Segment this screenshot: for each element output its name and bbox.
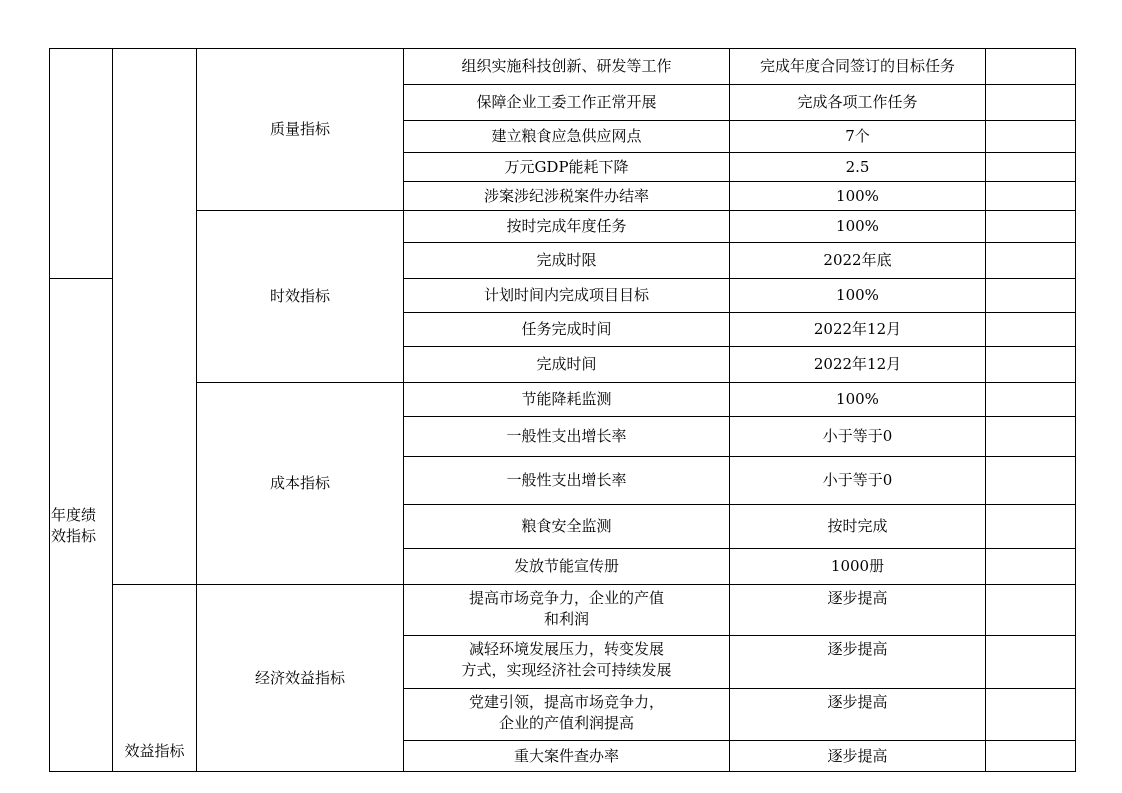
value-cell: 100%	[729, 210, 985, 242]
indicator-cell: 减轻环境发展压力，转变发展 方式，实现经济社会可持续发展	[403, 635, 729, 688]
extra-cell	[985, 584, 1076, 635]
level1-annual-performance-cell: 年度绩 效指标	[49, 278, 112, 772]
extra-cell	[985, 181, 1076, 210]
indicator-cell: 完成时间	[403, 346, 729, 382]
value-cell: 完成年度合同签订的目标任务	[729, 48, 985, 84]
extra-cell	[985, 548, 1076, 584]
indicator-cell: 发放节能宣传册	[403, 548, 729, 584]
value-cell: 逐步提高	[729, 584, 985, 635]
level2-blank-cell	[112, 48, 196, 584]
value-cell: 2.5	[729, 152, 985, 181]
extra-cell	[985, 278, 1076, 312]
value-cell: 逐步提高	[729, 635, 985, 688]
level2-benefit-cell: 效益指标	[112, 584, 196, 772]
value-cell: 2022年12月	[729, 346, 985, 382]
extra-cell	[985, 84, 1076, 120]
value-cell: 逐步提高	[729, 688, 985, 740]
indicator-cell: 任务完成时间	[403, 312, 729, 346]
extra-cell	[985, 635, 1076, 688]
indicator-cell: 一般性支出增长率	[403, 416, 729, 456]
indicator-cell: 建立粮食应急供应网点	[403, 120, 729, 152]
indicator-cell: 党建引领，提高市场竞争力， 企业的产值利润提高	[403, 688, 729, 740]
extra-cell	[985, 740, 1076, 772]
value-cell: 100%	[729, 181, 985, 210]
extra-cell	[985, 242, 1076, 278]
value-cell: 2022年底	[729, 242, 985, 278]
extra-cell	[985, 416, 1076, 456]
extra-cell	[985, 456, 1076, 504]
value-cell: 2022年12月	[729, 312, 985, 346]
extra-cell	[985, 688, 1076, 740]
level3-timeliness-cell: 时效指标	[196, 210, 403, 382]
indicator-cell: 保障企业工委工作正常开展	[403, 84, 729, 120]
extra-cell	[985, 48, 1076, 84]
indicator-cell: 重大案件查办率	[403, 740, 729, 772]
extra-cell	[985, 504, 1076, 548]
level3-economic-cell: 经济效益指标	[196, 584, 403, 772]
value-cell: 100%	[729, 382, 985, 416]
extra-cell	[985, 346, 1076, 382]
value-cell: 小于等于0	[729, 416, 985, 456]
level3-cost-cell: 成本指标	[196, 382, 403, 584]
level1-blank-cell	[49, 48, 112, 278]
value-cell: 小于等于0	[729, 456, 985, 504]
table-right-border	[1075, 48, 1076, 772]
indicator-cell: 完成时限	[403, 242, 729, 278]
indicator-cell: 粮食安全监测	[403, 504, 729, 548]
value-cell: 完成各项工作任务	[729, 84, 985, 120]
indicator-cell: 涉案涉纪涉税案件办结率	[403, 181, 729, 210]
extra-cell	[985, 120, 1076, 152]
indicator-cell: 计划时间内完成项目目标	[403, 278, 729, 312]
value-cell: 7个	[729, 120, 985, 152]
indicator-cell: 组织实施科技创新、研发等工作	[403, 48, 729, 84]
level3-quality-cell: 质量指标	[196, 48, 403, 210]
indicator-cell: 万元GDP能耗下降	[403, 152, 729, 181]
indicator-cell: 提高市场竞争力，企业的产值 和利润	[403, 584, 729, 635]
extra-cell	[985, 152, 1076, 181]
indicator-cell: 节能降耗监测	[403, 382, 729, 416]
extra-cell	[985, 382, 1076, 416]
extra-cell	[985, 210, 1076, 242]
indicator-cell: 按时完成年度任务	[403, 210, 729, 242]
extra-cell	[985, 312, 1076, 346]
value-cell: 100%	[729, 278, 985, 312]
value-cell: 逐步提高	[729, 740, 985, 772]
table-bottom-border	[49, 771, 1076, 772]
value-cell: 按时完成	[729, 504, 985, 548]
value-cell: 1000册	[729, 548, 985, 584]
indicator-cell: 一般性支出增长率	[403, 456, 729, 504]
